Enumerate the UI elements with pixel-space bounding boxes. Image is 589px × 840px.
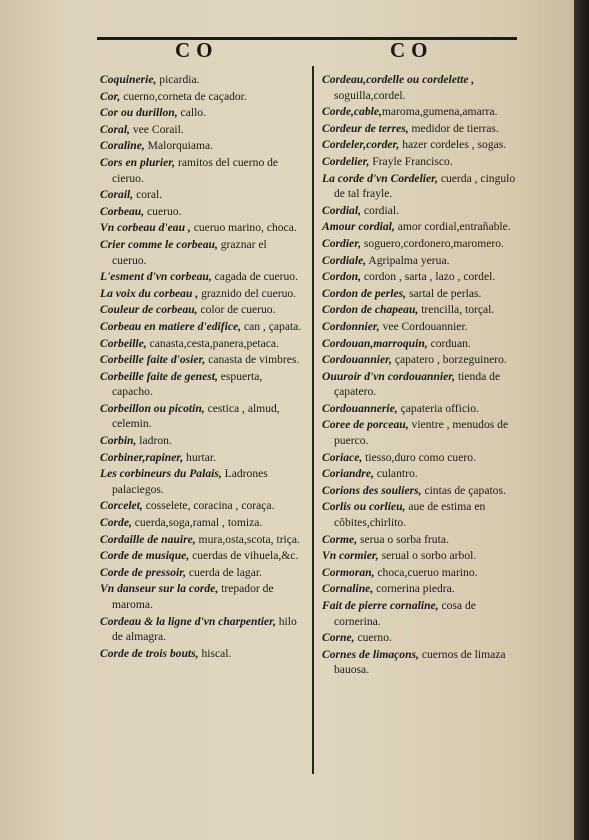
dictionary-entry: [100, 72, 303, 88]
entry-definition: cordon , sarta , lazo , cordel.: [360, 270, 496, 284]
entry-definition: çapatero , borzeguinero.: [391, 353, 507, 367]
dictionary-entry: [322, 269, 522, 285]
entry-headword: Cordiale,: [322, 253, 367, 267]
entry-headword: Corbeille faite d'osier,: [100, 353, 206, 367]
entry-definition: cagada de cueruo.: [211, 270, 299, 284]
dictionary-entry: [100, 401, 303, 432]
entry-headword: Cordouan,marroquin,: [322, 336, 428, 350]
entry-definition: cosa de cornerina.: [334, 599, 476, 628]
dictionary-entry: [100, 614, 303, 645]
entry-headword: Cordouannier,: [322, 353, 392, 367]
dictionary-entry: [100, 466, 303, 497]
entry-headword: Corbin,: [100, 434, 137, 448]
entry-headword: Cordonnier,: [322, 319, 380, 333]
dictionary-entry: [322, 598, 522, 629]
entry-headword: Coraline,: [100, 139, 145, 153]
entry-definition: cueruo.: [144, 204, 182, 218]
dictionary-entry: [322, 219, 522, 235]
entry-definition: cuerdas de vihuela,&c.: [189, 549, 299, 563]
entry-headword: Vn danseur sur la corde,: [100, 582, 219, 596]
header-rule: [97, 37, 517, 40]
entry-headword: L'esment d'vn corbeau,: [100, 270, 212, 284]
dictionary-entry: [100, 352, 303, 368]
entry-headword: Coquinerie,: [100, 73, 157, 86]
dictionary-entry: [322, 630, 522, 646]
entry-headword: Cordeau,cordelle ou cordelette ,: [322, 73, 475, 86]
entry-headword: Cordon de chapeau,: [322, 303, 419, 317]
entry-definition: graznido del cueruo.: [198, 286, 297, 300]
entry-definition: cornerina piedra.: [373, 582, 455, 596]
dictionary-entry: [322, 171, 522, 202]
entry-definition: vee Cordouannier.: [379, 319, 468, 333]
entry-definition: espuerta, capacho.: [112, 369, 263, 399]
running-head-right: CO: [390, 38, 434, 62]
entry-headword: Cornaline,: [322, 582, 374, 596]
left-column: [100, 72, 303, 662]
dictionary-entry: [100, 646, 303, 662]
entry-headword: La voix du corbeau ,: [100, 286, 199, 300]
entry-definition: serual o sorbo arbol.: [378, 549, 477, 563]
entry-definition: color de cueruo.: [197, 303, 276, 317]
entry-headword: La corde d'vn Cordelier,: [322, 171, 438, 185]
dictionary-entry: [322, 236, 522, 252]
entry-definition: hazer cordeles , sogas.: [399, 138, 507, 152]
entry-definition: cuerno.: [354, 631, 392, 645]
dictionary-entry: [100, 220, 303, 236]
entry-headword: Cor ou durillon,: [100, 106, 178, 120]
dictionary-entry: [100, 105, 303, 121]
dictionary-entry: [322, 319, 522, 335]
dictionary-entry: [322, 203, 522, 219]
book-edge: [574, 0, 589, 840]
dictionary-entry: [322, 581, 522, 597]
running-head-left: CO: [175, 38, 219, 62]
entry-headword: Coriandre,: [322, 467, 374, 481]
entry-definition: hurtar.: [183, 450, 216, 464]
entry-definition: Agripalma yerua.: [366, 253, 450, 267]
entry-headword: Cordelier,: [322, 154, 370, 168]
entry-definition: cintas de çapatos.: [421, 483, 506, 497]
entry-headword: Corbeille faite de genest,: [100, 369, 218, 383]
dictionary-entry: [100, 433, 303, 449]
dictionary-entry: [100, 302, 303, 318]
entry-headword: Cordon de perles,: [322, 286, 407, 300]
entry-headword: Corcelet,: [100, 499, 143, 513]
dictionary-entry: [322, 336, 522, 352]
right-column: [322, 72, 522, 679]
entry-headword: Cornes de limaçons,: [322, 647, 419, 661]
entry-headword: Corbeau,: [100, 204, 145, 218]
entry-headword: Coral,: [100, 122, 130, 136]
entry-definition: sartal de perlas.: [406, 286, 482, 300]
entry-headword: Corde,: [100, 516, 132, 530]
entry-definition: corduan.: [427, 336, 471, 350]
entry-definition: vientre , menudos de puerco.: [334, 418, 509, 448]
entry-definition: choca,cueruo marino.: [374, 565, 478, 579]
entry-definition: maroma,gumena,amarra.: [381, 105, 498, 119]
entry-definition: can , çapata.: [241, 319, 302, 333]
entry-headword: Corbeillon ou picotin,: [100, 401, 205, 415]
entry-headword: Cordier,: [322, 236, 361, 250]
entry-headword: Corme,: [322, 532, 358, 546]
dictionary-entry: [100, 369, 303, 400]
dictionary-entry: [100, 204, 303, 220]
entry-definition: cordial.: [360, 203, 399, 217]
entry-headword: Corne,: [322, 631, 355, 645]
entry-definition: hilo de almagra.: [112, 614, 297, 644]
entry-headword: Cors en plurier,: [100, 155, 176, 169]
entry-definition: çapateria officio.: [397, 401, 479, 415]
dictionary-entry: [322, 499, 522, 530]
dictionary-entry: [322, 253, 522, 269]
entry-headword: Amour cordial,: [322, 220, 395, 234]
dictionary-entry: [322, 565, 522, 581]
entry-headword: Vn corbeau d'eau ,: [100, 221, 191, 235]
dictionary-entry: [100, 187, 303, 203]
entry-definition: trepador de maroma.: [112, 582, 274, 611]
entry-definition: ramitos del cuerno de cieruo.: [112, 155, 279, 185]
entry-headword: Ouuroir d'vn cordouannier,: [322, 369, 456, 383]
dictionary-entry: [322, 401, 522, 417]
entry-headword: Corde,cable,: [322, 105, 382, 119]
dictionary-entry: [322, 286, 522, 302]
entry-definition: aue de estima en côbites,chirlito.: [334, 500, 486, 530]
entry-definition: hiscal.: [198, 646, 232, 660]
entry-headword: Cordeau & la ligne d'vn charpentier,: [100, 614, 276, 628]
entry-definition: culantro.: [373, 467, 418, 481]
dictionary-entry: [100, 89, 303, 105]
dictionary-entry: [100, 498, 303, 514]
entry-definition: cuerda de lagar.: [186, 565, 262, 579]
dictionary-entry: [100, 336, 303, 352]
dictionary-entry: [100, 581, 303, 612]
entry-headword: Cordon,: [322, 270, 361, 284]
entry-headword: Fait de pierre cornaline,: [322, 599, 439, 612]
entry-headword: Cordeur de terres,: [322, 121, 409, 135]
dictionary-entry: [100, 515, 303, 531]
dictionary-entry: [322, 450, 522, 466]
dictionary-entry: [322, 121, 522, 137]
entry-headword: Corbeille,: [100, 336, 147, 350]
entry-headword: Vn cormier,: [322, 549, 379, 563]
entry-definition: callo.: [177, 106, 206, 120]
dictionary-entry: [322, 369, 522, 400]
column-divider: [312, 66, 314, 774]
entry-definition: amor cordial,entrañable.: [394, 220, 511, 234]
dictionary-entry: [322, 548, 522, 564]
entry-definition: cuerno,corneta de caçador.: [120, 89, 247, 103]
entry-definition: vee Corail.: [129, 122, 184, 136]
entry-definition: cueruo marino, choca.: [190, 221, 297, 235]
entry-definition: soguero,cordonero,maromero.: [360, 236, 504, 250]
entry-headword: Corail,: [100, 188, 134, 202]
dictionary-entry: [322, 466, 522, 482]
dictionary-entry: [322, 302, 522, 318]
entry-headword: Cor,: [100, 89, 121, 103]
dictionary-entry: [322, 647, 522, 678]
entry-headword: Corlis ou corlieu,: [322, 500, 406, 514]
dictionary-entry: [322, 154, 522, 170]
entry-definition: serua o sorba fruta.: [357, 532, 449, 546]
entry-headword: Corde de pressoir,: [100, 565, 186, 579]
entry-headword: Corbiner,rapiner,: [100, 450, 184, 464]
entry-definition: mura,osta,scota, triça.: [195, 532, 300, 546]
dictionary-entry: [100, 548, 303, 564]
entry-definition: soguilla,cordel.: [334, 88, 406, 102]
dictionary-entry: [100, 122, 303, 138]
dictionary-entry: [100, 138, 303, 154]
dictionary-entry: [100, 155, 303, 186]
entry-definition: canasta,cesta,panera,petaca.: [146, 336, 279, 350]
entry-headword: Cordeler,corder,: [322, 138, 400, 152]
dictionary-entry: [322, 417, 522, 448]
dictionary-entry: [100, 532, 303, 548]
entry-headword: Coree de porceau,: [322, 418, 409, 432]
entry-headword: Cordial,: [322, 203, 361, 217]
entry-headword: Corbeau en matiere d'edifice,: [100, 319, 242, 333]
dictionary-entry: [100, 237, 303, 268]
dictionary-entry: [100, 565, 303, 581]
entry-definition: cosselete, coracina , coraça.: [142, 499, 275, 513]
dictionary-entry: [100, 319, 303, 335]
entry-headword: Crier comme le corbeau,: [100, 237, 218, 251]
entry-definition: Frayle Francisco.: [369, 154, 453, 168]
dictionary-entry: [100, 286, 303, 302]
dictionary-entry: [322, 72, 522, 103]
dictionary-entry: [322, 352, 522, 368]
entry-headword: Corde de musique,: [100, 549, 190, 563]
entry-headword: Coriace,: [322, 450, 363, 464]
entry-definition: medidor de tierras.: [408, 121, 499, 135]
entry-definition: canasta de vimbres.: [205, 353, 300, 367]
dictionary-entry: [322, 483, 522, 499]
entry-definition: coral.: [133, 188, 163, 202]
dictionary-entry: [322, 104, 522, 120]
entry-definition: graznar el cueruo.: [112, 237, 267, 267]
entry-definition: picardia.: [156, 73, 200, 86]
dictionary-entry: [100, 450, 303, 466]
entry-definition: cuerda , cingulo de tal frayle.: [334, 171, 516, 201]
entry-headword: Couleur de corbeau,: [100, 303, 198, 317]
entry-definition: tiesso,duro como cuero.: [362, 450, 476, 464]
entry-definition: cestica , almud, celemin.: [112, 401, 280, 431]
entry-headword: Corde de trois bouts,: [100, 646, 199, 660]
entry-definition: trencilla, torçal.: [418, 303, 495, 317]
dictionary-entry: [322, 532, 522, 548]
entry-definition: tienda de çapatero.: [334, 369, 501, 399]
entry-headword: Corions des souliers,: [322, 483, 422, 497]
entry-headword: Cordaille de nauire,: [100, 532, 196, 546]
entry-definition: ladron.: [136, 434, 172, 448]
entry-definition: cuerda,soga,ramal , tomiza.: [131, 516, 263, 530]
dictionary-entry: [100, 269, 303, 285]
entry-definition: cuernos de limaza bauosa.: [334, 647, 506, 677]
entry-definition: Malorquiama.: [144, 139, 214, 153]
entry-definition: Ladrones palaciegos.: [112, 467, 268, 496]
entry-headword: Cormoran,: [322, 565, 375, 579]
entry-headword: Les corbineurs du Palais,: [100, 467, 222, 481]
entry-headword: Cordouannerie,: [322, 401, 398, 415]
dictionary-entry: [322, 137, 522, 153]
